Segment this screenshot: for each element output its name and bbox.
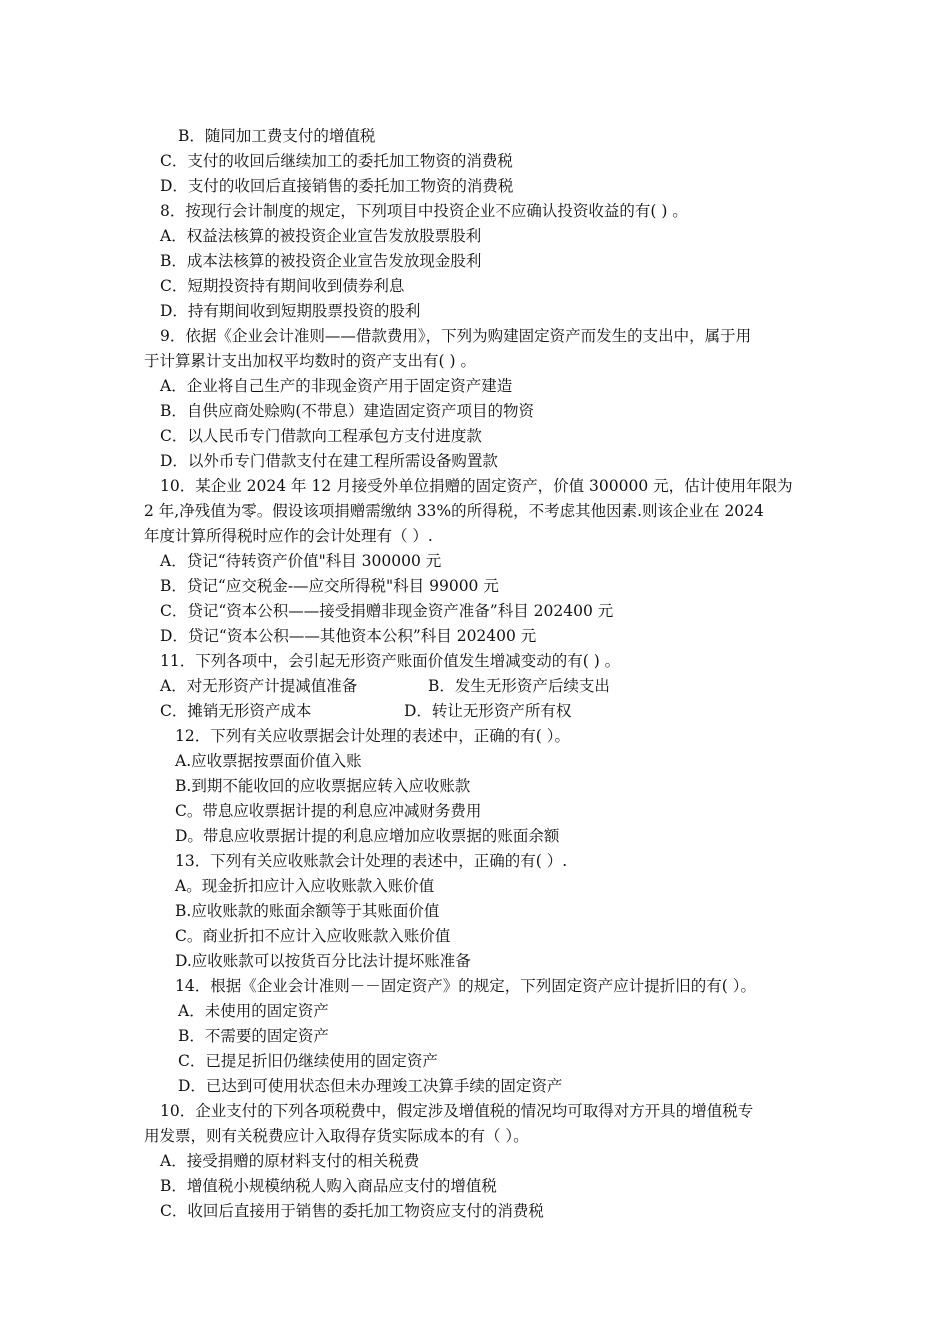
option-8b: B．成本法核算的被投资企业宣告发放现金股利 bbox=[160, 252, 482, 270]
option-7d: D．支付的收回后直接销售的委托加工物资的消费税 bbox=[160, 177, 514, 195]
option-14d: D．已达到可使用状态但未办理竣工决算手续的固定资产 bbox=[178, 1077, 563, 1095]
option-11c: C．摊销无形资产成本 bbox=[160, 702, 312, 720]
option-14b: B．不需要的固定资产 bbox=[178, 1027, 329, 1045]
option-8c: C．短期投资持有期间收到债券利息 bbox=[160, 277, 405, 295]
option-10a: A．贷记“待转资产价值"科目 300000 元 bbox=[160, 552, 442, 570]
option-11a: A．对无形资产计提减值准备 bbox=[160, 677, 358, 695]
option-14c: C．已提足折旧仍继续使用的固定资产 bbox=[178, 1052, 438, 1070]
option-9a: A．企业将自己生产的非现金资产用于固定资产建造 bbox=[160, 377, 513, 395]
option-8a: A．权益法核算的被投资企业宣告发放股票股利 bbox=[160, 227, 482, 245]
option-10b-b: B．增值税小规模纳税人购入商品应支付的增值税 bbox=[160, 1177, 497, 1195]
option-7c: C．支付的收回后继续加工的委托加工物资的消费税 bbox=[160, 152, 513, 170]
option-12b: B.到期不能收回的应收票据应转入应收账款 bbox=[175, 777, 471, 795]
option-10b-a: A．接受捐赠的原材料支付的相关税费 bbox=[160, 1152, 420, 1170]
option-11d: D．转让无形资产所有权 bbox=[404, 702, 572, 720]
option-10b: B．贷记“应交税金-—应交所得税"科目 99000 元 bbox=[160, 577, 499, 595]
option-10d: D．贷记“资本公积——其他资本公积”科目 202400 元 bbox=[160, 627, 537, 645]
question-10-line-3: 年度计算所得税时应作的会计处理有（ ）. bbox=[144, 527, 433, 545]
question-9-line-2: 于计算累计支出加权平均数时的资产支出有( ) 。 bbox=[144, 352, 476, 370]
option-9b: B．自供应商处赊购(不带息）建造固定资产项目的物资 bbox=[160, 402, 534, 420]
question-10b-line-2: 用发票，则有关税费应计入取得存货实际成本的有（ ）。 bbox=[144, 1127, 529, 1145]
question-12: 12．下列有关应收票据会计处理的表述中，正确的有( ）。 bbox=[175, 727, 570, 745]
question-10-line-1: 10．某企业 2024 年 12 月接受外单位捐赠的固定资产，价值 300000 元，估计使用年限为 bbox=[160, 477, 793, 495]
question-10b-line-1: 10．企业支付的下列各项税费中，假定涉及增值税的情况均可取得对方开具的增值税专 bbox=[160, 1102, 754, 1120]
option-9c: C．以人民币专门借款向工程承包方支付进度款 bbox=[160, 427, 482, 445]
question-13: 13．下列有关应收账款会计处理的表述中，正确的有( ）. bbox=[175, 852, 568, 870]
option-13b: B.应收账款的账面余额等于其账面价值 bbox=[175, 902, 440, 920]
option-13d: D.应收账款可以按货百分比法计提坏账准备 bbox=[175, 952, 471, 970]
option-10c: C．贷记“资本公积——接受捐赠非现金资产准备”科目 202400 元 bbox=[160, 602, 614, 620]
option-14a: A．未使用的固定资产 bbox=[178, 1002, 329, 1020]
option-12c: C。带息应收票据计提的利息应冲减财务费用 bbox=[175, 802, 482, 820]
option-9d: D．以外币专门借款支付在建工程所需设备购置款 bbox=[160, 452, 498, 470]
question-11: 11．下列各项中，会引起无形资产账面价值发生增减变动的有( ) 。 bbox=[160, 652, 621, 670]
option-13c: C。商业折扣不应计入应收账款入账价值 bbox=[175, 927, 451, 945]
option-11b: B．发生无形资产后续支出 bbox=[428, 677, 610, 695]
question-10-line-2: 2 年,净残值为零。假设该项捐赠需缴纳 33%的所得税，不考虑其他因素.则该企业在 2024 bbox=[144, 502, 764, 520]
question-14: 14．根据《企业会计准则－－固定资产》的规定，下列固定资产应计提折旧的有( ）。 bbox=[175, 977, 756, 995]
option-12a: A.应收票据按票面价值入账 bbox=[175, 752, 362, 770]
option-12d: D。带息应收票据计提的利息应增加应收票据的账面余额 bbox=[175, 827, 560, 845]
option-10b-c: C．收回后直接用于销售的委托加工物资应支付的消费税 bbox=[160, 1202, 544, 1220]
option-7b: B．随同加工费支付的增值税 bbox=[178, 127, 376, 145]
option-13a: A。现金折扣应计入应收账款入账价值 bbox=[175, 877, 435, 895]
question-9-line-1: 9．依据《企业会计准则——借款费用》，下列为购建固定资产而发生的支出中，属于用 bbox=[160, 327, 752, 345]
question-8: 8．按现行会计制度的规定，下列项目中投资企业不应确认投资收益的有( ) 。 bbox=[160, 202, 688, 220]
option-8d: D．持有期间收到短期股票投资的股利 bbox=[160, 302, 421, 320]
